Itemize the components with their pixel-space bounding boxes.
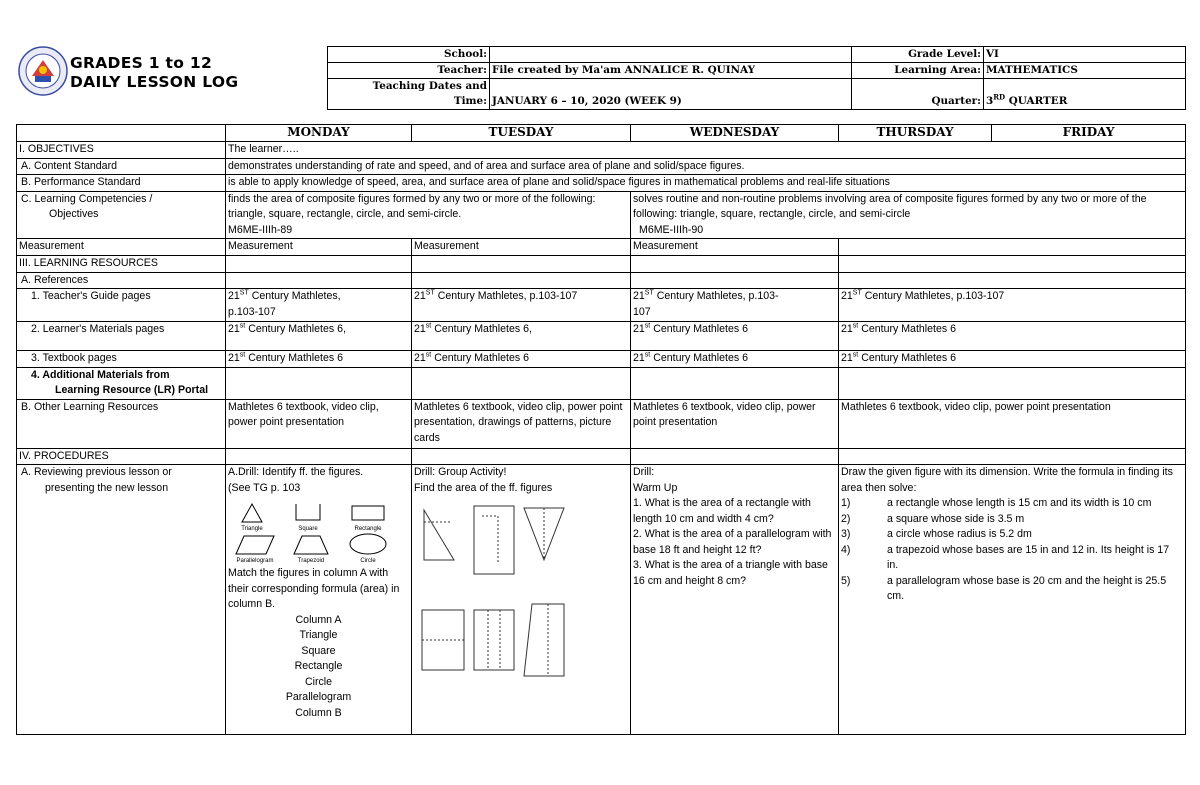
- learners-materials-wednesday: [631, 322, 839, 351]
- thu-item-2-num: 2): [841, 512, 851, 525]
- tb-mon-text: Century Mathletes 6: [245, 352, 343, 364]
- thu-list-item: [841, 574, 1183, 605]
- teaching-dates-label-2: Time:: [453, 95, 487, 107]
- tg-wed-text: Century Mathletes, p.103-: [653, 290, 779, 302]
- learning-area-value: MATHEMATICS: [984, 63, 1186, 79]
- school-label: School:: [328, 47, 490, 63]
- quarter-value: [984, 79, 1186, 110]
- thu-item-3-num: 3): [841, 528, 851, 540]
- content-tuesday: Measurement: [412, 239, 631, 256]
- mon-drill-title: A.Drill: Identify ff. the figures.: [228, 466, 364, 478]
- tg-wed-pages: 107: [633, 305, 651, 318]
- lm-thu-num: 21: [841, 323, 853, 335]
- shape-label-circle: Circle: [360, 558, 376, 564]
- reviewing-lesson-label: [17, 465, 226, 735]
- school-value: [490, 47, 852, 63]
- objectives-intro: The learner…..: [226, 142, 1186, 159]
- teachers-guide-label: 1. Teacher's Guide pages: [17, 289, 226, 322]
- shapes-figure: [228, 498, 398, 564]
- tb-tue-sup: st: [425, 351, 432, 359]
- tb-tue-num: 21: [414, 352, 426, 364]
- reviewing-lesson-label-1: A. Reviewing previous lesson or: [21, 466, 172, 478]
- reviewing-monday: [226, 465, 412, 735]
- day-header-friday: FRIDAY: [992, 125, 1186, 142]
- thu-item-1-num: 1): [841, 497, 851, 509]
- tb-wed-text: Century Mathletes 6: [650, 352, 748, 364]
- wed-warmup: Warm Up: [633, 481, 678, 494]
- empty-cell: [226, 256, 412, 273]
- teacher-label: Teacher:: [328, 63, 490, 79]
- thu-list-item: [841, 543, 1183, 574]
- empty-cell: [412, 448, 631, 465]
- quarter-rest: QUARTER: [1005, 95, 1068, 107]
- textbook-tuesday: [412, 351, 631, 368]
- textbook-thursday: [839, 351, 1186, 368]
- square-shape: [296, 504, 320, 520]
- content-standard-label: A. Content Standard: [17, 158, 226, 175]
- teaching-dates-label: [328, 79, 490, 110]
- header-info-table: [327, 46, 1186, 110]
- shape-label-rectangle: Rectangle: [354, 526, 382, 532]
- teaching-dates-value: JANUARY 6 – 10, 2020 (WEEK 9): [490, 79, 852, 110]
- tg-wed-num: 21: [633, 290, 645, 302]
- content-wednesday: Measurement: [631, 239, 839, 256]
- lm-wed-text: Century Mathletes 6: [650, 323, 748, 335]
- content-thu-fri: [839, 239, 1186, 256]
- tg-tue-sup: ST: [425, 289, 435, 297]
- thu-item-4-num: 4): [841, 543, 851, 556]
- other-resources-tuesday: Mathletes 6 textbook, video clip, power point presentation, drawings of patterns, picture cards: [412, 399, 631, 448]
- mon-item-2: Square: [301, 644, 336, 657]
- lm-tue-sup: st: [425, 322, 432, 330]
- other-resources-wednesday: Mathletes 6 textbook, video clip, power point presentation: [631, 399, 839, 448]
- lesson-log-table: [16, 124, 1186, 735]
- tg-mon-sup: ST: [239, 289, 249, 297]
- learners-materials-monday: [226, 322, 412, 351]
- grade-level-value: VI: [984, 47, 1186, 63]
- title-line-2: DAILY LESSON LOG: [70, 73, 239, 91]
- shape-label-parallelogram: Parallelogram: [236, 558, 274, 564]
- performance-standard-text: is able to apply knowledge of speed, area, and surface area of plane and solid/space figures in mathematical problems and real-life situations: [226, 175, 1186, 192]
- competencies-label-2: Objectives: [49, 208, 99, 220]
- grade-level-label: Grade Level:: [852, 47, 984, 63]
- empty-cell: [226, 448, 412, 465]
- wed-question-1: 1. What is the area of a rectangle with length 10 cm and width 4 cm?: [633, 497, 811, 525]
- learning-resources-heading: III. LEARNING RESOURCES: [17, 256, 226, 273]
- wed-drill-title: Drill:: [633, 466, 655, 478]
- content-monday: Measurement: [226, 239, 412, 256]
- lm-mon-text: Century Mathletes 6,: [245, 323, 346, 335]
- thu-list-item: [841, 512, 1183, 528]
- competencies-label: [17, 191, 226, 239]
- tb-wed-num: 21: [633, 352, 645, 364]
- other-resources-label: B. Other Learning Resources: [17, 399, 226, 448]
- thu-item-1-text: a rectangle whose length is 15 cm and its width is 10 cm: [887, 497, 1152, 509]
- lm-tue-text: Century Mathletes 6,: [431, 323, 532, 335]
- reviewing-lesson-label-2: presenting the new lesson: [45, 481, 169, 494]
- mon-match-instruction: Match the figures in column A with their corresponding formula (area) in column B.: [228, 567, 400, 610]
- tb-mon-sup: st: [239, 351, 246, 359]
- tb-tue-text: Century Mathletes 6: [431, 352, 529, 364]
- thu-item-4-text: a trapezoid whose bases are 15 in and 12 in. Its height is 17 in.: [887, 543, 1170, 571]
- textbook-wednesday: [631, 351, 839, 368]
- empty-cell: [631, 448, 839, 465]
- mon-column-a: Column A: [295, 613, 342, 626]
- tb-mon-num: 21: [228, 352, 240, 364]
- thu-list-item: [841, 527, 1183, 543]
- empty-cell: [412, 256, 631, 273]
- thu-item-3-text: a circle whose radius is 5.2 dm: [887, 528, 1032, 540]
- mon-item-5: Parallelogram: [285, 691, 352, 703]
- lm-wed-num: 21: [633, 323, 645, 335]
- tb-wed-sup: st: [644, 351, 651, 359]
- tg-tue-text: Century Mathletes, p.103-107: [434, 290, 578, 302]
- tg-mon-pages: p.103-107: [228, 305, 276, 318]
- teaching-dates-label-1: Teaching Dates and: [372, 80, 487, 92]
- competencies-mon-tue-code: M6ME-IIIh-89: [228, 223, 293, 236]
- content-standard-text: demonstrates understanding of rate and speed, and of area and surface area of plane and solid/space figures.: [226, 158, 1186, 175]
- composite-figures-image: [414, 500, 574, 700]
- parallelogram-shape: [236, 536, 274, 554]
- empty-cell: [226, 272, 412, 289]
- day-header-wednesday: WEDNESDAY: [631, 125, 839, 142]
- mon-item-4: Circle: [304, 675, 333, 688]
- quarter-sup: RD: [993, 92, 1006, 102]
- teachers-guide-wednesday: [631, 289, 839, 322]
- other-resources-thursday: Mathletes 6 textbook, video clip, power point presentation: [839, 399, 1186, 448]
- reviewing-thursday: [839, 465, 1186, 735]
- wed-question-2: 2. What is the area of a parallelogram with base 18 ft and height 12 ft?: [633, 528, 832, 556]
- tb-thu-num: 21: [841, 352, 853, 364]
- triangle-shape: [242, 504, 262, 522]
- composite-figure-5: [474, 610, 514, 670]
- shape-label-trapezoid: Trapezoid: [297, 558, 325, 564]
- lm-mon-sup: st: [239, 322, 246, 330]
- competencies-wed-thu-text: solves routine and non-routine problems involving area of composite figures formed by any two or more of the following: triangle, square, rectangle, circle, and semi-circle: [633, 192, 1147, 220]
- additional-materials-label-2: Learning Resource (LR) Portal: [55, 384, 209, 396]
- competencies-mon-tue: [226, 191, 631, 239]
- mon-column-b: Column B: [295, 706, 342, 719]
- tg-thu-num: 21: [841, 290, 853, 302]
- teacher-value: File created by Ma'am ANNALICE R. QUINAY: [490, 63, 852, 79]
- lm-tue-num: 21: [414, 323, 426, 335]
- lm-thu-sup: st: [852, 322, 859, 330]
- teachers-guide-monday: [226, 289, 412, 322]
- trapezoid-shape: [294, 536, 328, 554]
- thu-item-5-num: 5): [841, 574, 851, 587]
- tue-drill-title: Drill: Group Activity!: [414, 466, 507, 478]
- tg-tue-num: 21: [414, 290, 426, 302]
- competencies-wed-thu-code: M6ME-IIIh-90: [639, 223, 704, 236]
- learners-materials-thursday: [839, 322, 1186, 351]
- lm-mon-num: 21: [228, 323, 240, 335]
- composite-figure-1: [424, 510, 454, 560]
- additional-materials-label: [17, 367, 226, 399]
- shape-label-triangle: Triangle: [241, 526, 263, 532]
- circle-shape: [350, 534, 386, 554]
- quarter-label: Quarter:: [852, 79, 984, 110]
- empty-cell: [839, 448, 1186, 465]
- mon-drill-ref: (See TG p. 103: [228, 481, 301, 494]
- tb-thu-text: Century Mathletes 6: [858, 352, 956, 364]
- reviewing-wednesday: [631, 465, 839, 735]
- tg-thu-text: Century Mathletes, p.103-107: [861, 290, 1005, 302]
- lm-wed-sup: st: [644, 322, 651, 330]
- rectangle-shape: [352, 506, 384, 520]
- empty-cell: [631, 272, 839, 289]
- composite-figure-6: [524, 604, 564, 676]
- other-resources-monday: Mathletes 6 textbook, video clip, power point presentation: [226, 399, 412, 448]
- thu-list-item: [841, 496, 1183, 512]
- title-line-1: GRADES 1 to 12: [70, 54, 213, 72]
- tg-mon-num: 21: [228, 290, 240, 302]
- wed-question-3: 3. What is the area of a triangle with base 16 cm and height 8 cm?: [633, 559, 828, 587]
- day-header-thursday: THURSDAY: [839, 125, 992, 142]
- procedures-heading: IV. PROCEDURES: [17, 448, 226, 465]
- learners-materials-label: 2. Learner's Materials pages: [17, 322, 226, 351]
- thu-intro: Draw the given figure with its dimension. Write the formula in finding its area then solve:: [841, 466, 1173, 494]
- quarter-number: 3: [986, 95, 994, 107]
- day-header-tuesday: TUESDAY: [412, 125, 631, 142]
- thu-item-5-text: a parallelogram whose base is 20 cm and the height is 25.5 cm.: [887, 574, 1167, 602]
- competencies-wed-thu: [631, 191, 1186, 239]
- empty-cell: [839, 272, 1186, 289]
- performance-standard-label: B. Performance Standard: [17, 175, 226, 192]
- content-label: Measurement: [17, 239, 226, 256]
- reviewing-tuesday: [412, 465, 631, 735]
- objectives-heading: I. OBJECTIVES: [17, 142, 226, 159]
- empty-cell: [226, 367, 412, 399]
- mon-item-3: Rectangle: [294, 660, 343, 672]
- teachers-guide-thursday: [839, 289, 1186, 322]
- teachers-guide-tuesday: [412, 289, 631, 322]
- competencies-mon-tue-text: finds the area of composite figures formed by any two or more of the following: triangle, square, rectangle, circle, and semi-circle.: [228, 192, 596, 220]
- shape-label-square: Square: [298, 526, 318, 532]
- tg-wed-sup: ST: [644, 289, 654, 297]
- mon-item-1: Triangle: [299, 629, 338, 641]
- thu-item-2-text: a square whose side is 3.5 m: [887, 512, 1025, 525]
- learning-area-label: Learning Area:: [852, 63, 984, 79]
- competencies-label-1: C. Learning Competencies /: [21, 192, 153, 205]
- day-header-blank: [17, 125, 226, 142]
- textbook-label: 3. Textbook pages: [17, 351, 226, 368]
- additional-materials-label-1: 4. Additional Materials from: [31, 368, 170, 381]
- tue-drill-instruction: Find the area of the ff. figures: [414, 481, 553, 494]
- empty-cell: [631, 256, 839, 273]
- empty-cell: [839, 367, 1186, 399]
- empty-cell: [412, 272, 631, 289]
- references-label: A. References: [17, 272, 226, 289]
- learners-materials-tuesday: [412, 322, 631, 351]
- document-title: [70, 54, 238, 92]
- tg-thu-sup: ST: [852, 289, 862, 297]
- empty-cell: [631, 367, 839, 399]
- empty-cell: [412, 367, 631, 399]
- textbook-monday: [226, 351, 412, 368]
- day-header-monday: MONDAY: [226, 125, 412, 142]
- tb-thu-sup: st: [852, 351, 859, 359]
- empty-cell: [839, 256, 1186, 273]
- deped-seal-logo: [18, 46, 68, 96]
- lm-thu-text: Century Mathletes 6: [858, 323, 956, 335]
- tg-mon-text: Century Mathletes,: [248, 290, 341, 302]
